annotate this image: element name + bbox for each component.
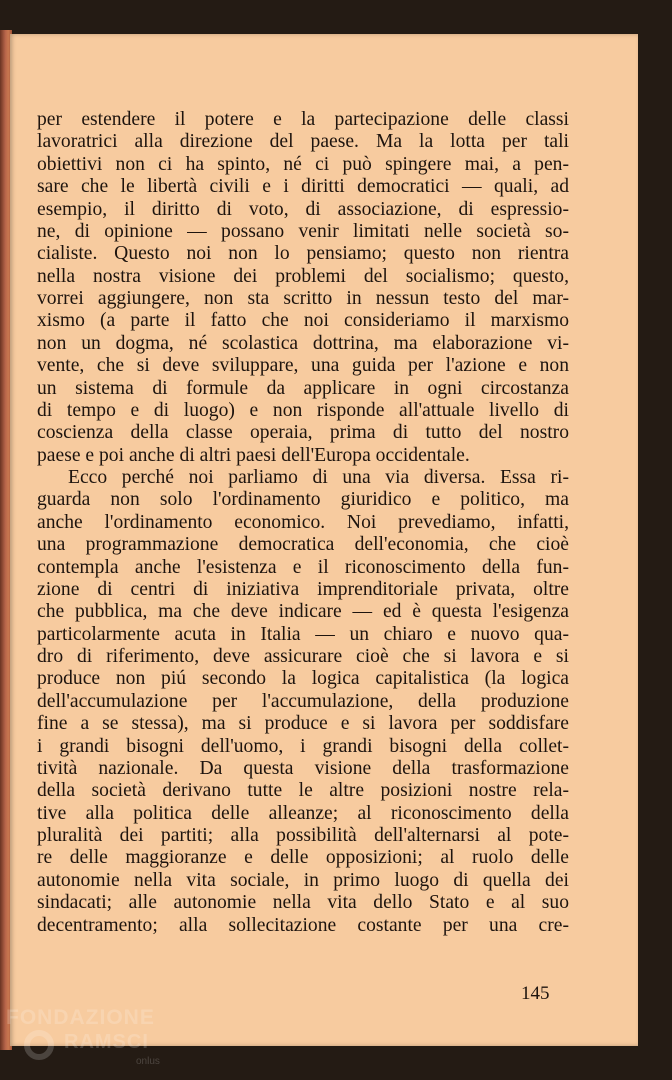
watermark-g-logo-icon [24, 1030, 54, 1060]
text-line: dro di riferimento, deve assicurare cioè che si lavora e si [37, 646, 569, 667]
text-line: vente, che si deve sviluppare, una guida per l'azione e non [37, 355, 569, 377]
text-line: coscienza della classe operaia, prima di tutto del nostro [37, 422, 569, 444]
fondazione-gramsci-watermark [6, 1004, 176, 1076]
text-line: produce non piú secondo la logica capitalistica (la logica [37, 668, 569, 690]
text-line: nella nostra visione dei problemi del socialismo; questo, [37, 265, 569, 287]
text-line: lavoratrici alla direzione del paese. Ma la lotta per tali [37, 131, 569, 153]
text-line: tività nazionale. Da questa visione della trasformazione [37, 757, 569, 779]
text-line: un sistema di formule da applicare in ogni circostanza [37, 377, 569, 399]
text-line: ne, di opinione — possano venir limitati nelle società so- [37, 220, 569, 242]
watermark-line2: RAMSCI [64, 1031, 149, 1053]
text-line: pluralità dei partiti; alla possibilità dell'alternarsi al pote- [37, 825, 569, 846]
text-line: decentramento; alla sollecitazione costante per una cre- [37, 914, 569, 936]
text-line: esempio, il diritto di voto, di associazione, di espressio- [37, 198, 569, 220]
text-line: di tempo e di luogo) e non risponde all'attuale livello di [37, 399, 569, 421]
text-line: i grandi bisogni dell'uomo, i grandi bisogni della collet- [37, 735, 569, 757]
watermark-onlus: onlus [136, 1056, 160, 1067]
text-line: fine a se stessa), ma si produce e si lavora per soddisfare [37, 713, 569, 735]
text-line: zione di centri di iniziativa imprenditoriale privata, oltre [37, 578, 569, 600]
watermark-line1: FONDAZIONE [6, 1006, 155, 1029]
text-line: per estendere il potere e la partecipazione delle classi [37, 109, 569, 130]
text-line: sindacati; alle autonomie nella vita dello Stato e al suo [37, 892, 569, 914]
body-text [37, 109, 569, 937]
text-line: anche l'ordinamento economico. Noi prevediamo, infatti, [37, 511, 569, 533]
book-page [10, 34, 638, 1046]
text-line: re delle maggioranze e delle opposizioni; al ruolo delle [37, 847, 569, 869]
text-line: non un dogma, né scolastica dottrina, ma elaborazione vi- [37, 332, 569, 354]
text-line: una programmazione democratica dell'economia, che cioè [37, 534, 569, 556]
text-line: contempla anche l'esistenza e il riconoscimento della fun- [37, 556, 569, 578]
text-line: particolarmente acuta in Italia — un chiaro e nuovo qua- [37, 623, 569, 645]
page-number: 145 [521, 983, 550, 1004]
text-line: guarda non solo l'ordinamento giuridico e politico, ma [37, 489, 569, 511]
text-line: paese e poi anche di altri paesi dell'Europa occidentale. [37, 444, 470, 466]
text-line: che pubblica, ma che deve indicare — ed è questa l'esigenza [37, 601, 569, 623]
text-line: della società derivano tutte le altre posizioni nostre rela- [37, 780, 569, 802]
text-line: sare che le libertà civili e i diritti democratici — quali, ad [37, 176, 569, 198]
text-line: dell'accumulazione per l'accumulazione, della produzione [37, 690, 569, 712]
text-line: Ecco perché noi parliamo di una via diversa. Essa ri- [68, 467, 569, 488]
text-line: obiettivi non ci ha spinto, né ci può spingere mai, a pen- [37, 153, 569, 175]
text-line: tive alla politica delle alleanze; al riconoscimento della [37, 802, 569, 824]
text-line: xismo (a parte il fatto che noi consideriamo il marxismo [37, 310, 569, 332]
text-line: autonomie nella vita sociale, in primo luogo di quella dei [37, 869, 569, 891]
text-line: cialiste. Questo noi non lo pensiamo; questo non rientra [37, 243, 569, 265]
text-line: vorrei aggiungere, non sta scritto in nessun testo del mar- [37, 288, 569, 309]
